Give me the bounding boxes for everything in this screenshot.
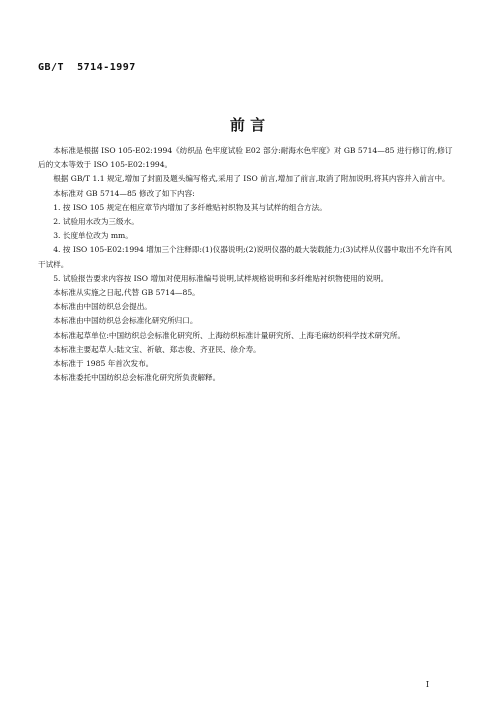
foreword-body [38, 144, 458, 385]
paragraph: 根据 GB/T 1.1 规定,增加了封面及题头编写格式,采用了 ISO 前言,增加了前言,取消了附加说明,将其内容并入前言中。 [53, 174, 450, 184]
standard-code: GB/T 5714-1997 [38, 62, 136, 73]
paragraph: 本标准委托中国纺织总会标准化研究所负责解释。 [53, 373, 221, 383]
paragraph: 本标准由中国纺织总会标准化研究所归口。 [53, 316, 198, 326]
list-item: 4. 按 ISO 105-E02:1994 增加三个注释即:(1)仪器说明;(2)说明仪器的最大装载能力;(3)试样从仪器中取出不允许有风干试样。 [38, 245, 452, 269]
list-item: 5. 试验报告要求内容按 ISO 增加对使用标准编号说明,试样规格说明和多纤维贴衬织物使用的说明。 [53, 273, 389, 283]
paragraph: 本标准起草单位:中国纺织总会标准化研究所、上海纺织标准计量研究所、上海毛麻纺织科学技术研究所。 [53, 330, 406, 340]
paragraph: 本标准从实施之日起,代替 GB 5714—85。 [53, 288, 200, 298]
paragraph: 本标准对 GB 5714—85 修改了如下内容: [53, 188, 195, 198]
list-item: 1. 按 ISO 105 规定在相应章节内增加了多纤维贴衬织物及其与试样的组合方法。 [53, 202, 327, 212]
paragraph: 本标准于 1985 年首次发布。 [53, 359, 154, 369]
paragraph: 本标准主要起草人:陆文宝、祈敏、郑志俊、齐亚民、徐介寿。 [53, 344, 261, 354]
list-item: 2. 试验用水改为三级水。 [53, 217, 139, 227]
paragraph: 本标准是根据 ISO 105-E02:1994《纺织品 色牢度试验 E02 部分:耐海水色牢度》对 GB 5714—85 进行修订的,修订后的文本等效于 ISO 105-E02:1994。 [38, 146, 453, 170]
page-number: I [425, 680, 429, 689]
list-item: 3. 长度单位改为 mm。 [53, 231, 133, 241]
paragraph: 本标准由中国纺织总会提出。 [53, 302, 152, 312]
section-title: 前 言 [229, 116, 266, 134]
